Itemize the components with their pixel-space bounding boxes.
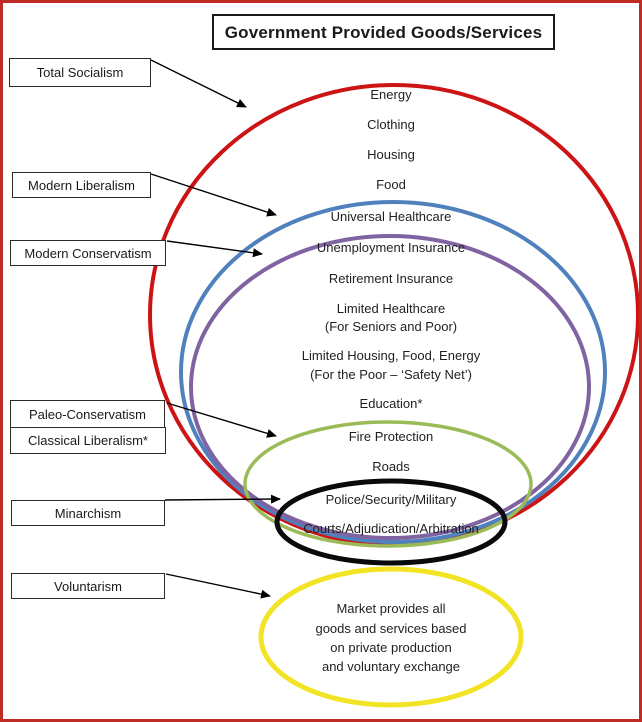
callout-voluntarism: Voluntarism (11, 573, 165, 599)
callout-paleo-conservatism: Paleo-Conservatism (10, 400, 165, 428)
ring-item-retirement-insurance: Retirement Insurance (328, 271, 454, 286)
ring-item-food: Food (376, 177, 406, 192)
ring-item-limited-housing-food-energy: Limited Housing, Food, Energy (301, 348, 481, 363)
ring-item-roads: Roads (372, 459, 410, 474)
market-text-line-2: goods and services based (315, 621, 467, 636)
callout-total-socialism: Total Socialism (9, 58, 151, 87)
ring-item-universal-healthcare: Universal Healthcare (330, 209, 452, 224)
arrow-voluntarism (166, 574, 270, 596)
ring-item-courts-adjudication-arbitration: Courts/Adjudication/Arbitration (303, 521, 479, 536)
ring-item-education: Education* (359, 396, 423, 411)
ring-item-police-security-military: Police/Security/Military (325, 492, 457, 507)
ring-item-energy: Energy (370, 87, 412, 102)
callout-modern-liberalism: Modern Liberalism (12, 172, 151, 198)
callout-modern-conservatism: Modern Conservatism (10, 240, 166, 266)
market-text-line-4: and voluntary exchange (321, 659, 461, 674)
page-title: Government Provided Goods/Services (212, 14, 555, 50)
callout-minarchism: Minarchism (11, 500, 165, 526)
ring-item-limited-healthcare-note: (For Seniors and Poor) (324, 319, 458, 334)
ring-item-safety-net-note: (For the Poor – ‘Safety Net’) (310, 367, 472, 382)
ring-item-housing: Housing (367, 147, 415, 162)
ring-item-clothing: Clothing (367, 117, 415, 132)
ring-item-limited-healthcare: Limited Healthcare (336, 301, 446, 316)
market-text-line-3: on private production (330, 640, 452, 655)
callout-classical-liberalism: Classical Liberalism* (10, 427, 166, 454)
ring-item-fire-protection: Fire Protection (348, 429, 434, 444)
market-text-line-1: Market provides all (336, 601, 446, 616)
ring-item-unemployment-insurance: Unemployment Insurance (316, 240, 466, 255)
